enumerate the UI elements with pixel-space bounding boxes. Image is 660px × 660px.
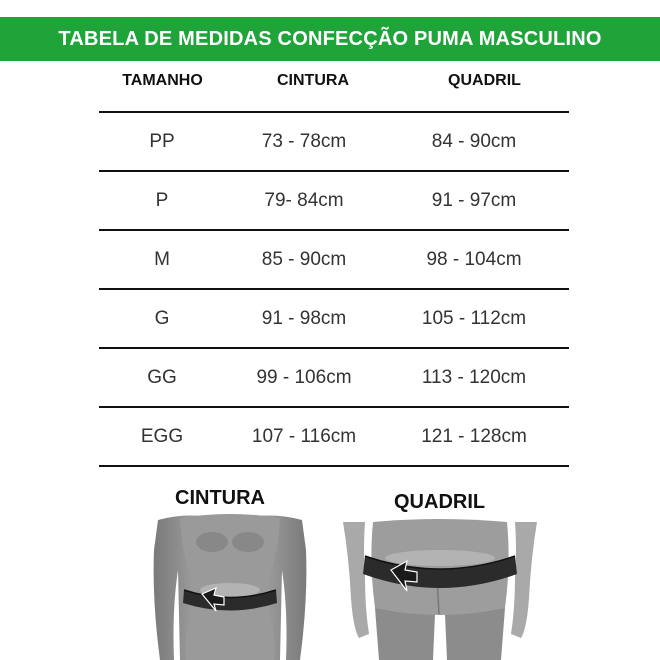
cintura-cell: 73 - 78cm — [261, 130, 347, 152]
quadril-cell: 84 - 90cm — [431, 130, 517, 152]
quadril-cell: 91 - 97cm — [431, 189, 517, 211]
column-header-cintura: CINTURA — [277, 72, 349, 89]
column-header-tamanho: TAMANHO — [122, 72, 203, 89]
size-cell: GG — [147, 366, 177, 388]
size-cell: PP — [149, 130, 175, 152]
size-table — [99, 111, 569, 467]
cintura-cell: 107 - 116cm — [251, 425, 357, 447]
waist-illustration-label: CINTURA — [175, 487, 265, 509]
cintura-cell: 99 - 106cm — [256, 366, 352, 388]
table-row — [99, 288, 569, 347]
quadril-cell: 113 - 120cm — [421, 366, 527, 388]
quadril-cell: 105 - 112cm — [421, 307, 527, 329]
size-cell: P — [155, 189, 169, 211]
cintura-cell: 85 - 90cm — [261, 248, 347, 270]
hips-measure-icon — [335, 518, 545, 660]
cintura-cell: 79- 84cm — [264, 189, 344, 211]
cintura-cell: 91 - 98cm — [261, 307, 347, 329]
column-header-quadril: QUADRIL — [448, 72, 521, 89]
table-row — [99, 347, 569, 406]
table-row — [99, 111, 569, 170]
size-cell: EGG — [140, 425, 184, 447]
quadril-cell: 121 - 128cm — [421, 425, 527, 447]
size-cell: M — [154, 248, 170, 270]
table-row — [99, 406, 569, 467]
quadril-cell: 98 - 104cm — [426, 248, 522, 270]
hip-illustration-label: QUADRIL — [394, 491, 486, 513]
torso-waist-measure-icon — [140, 510, 320, 660]
size-cell: G — [154, 307, 170, 329]
table-row — [99, 170, 569, 229]
title-banner — [0, 17, 660, 61]
table-row — [99, 229, 569, 288]
page-title: TABELA DE MEDIDAS CONFECÇÃO PUMA MASCULINO — [58, 27, 602, 50]
